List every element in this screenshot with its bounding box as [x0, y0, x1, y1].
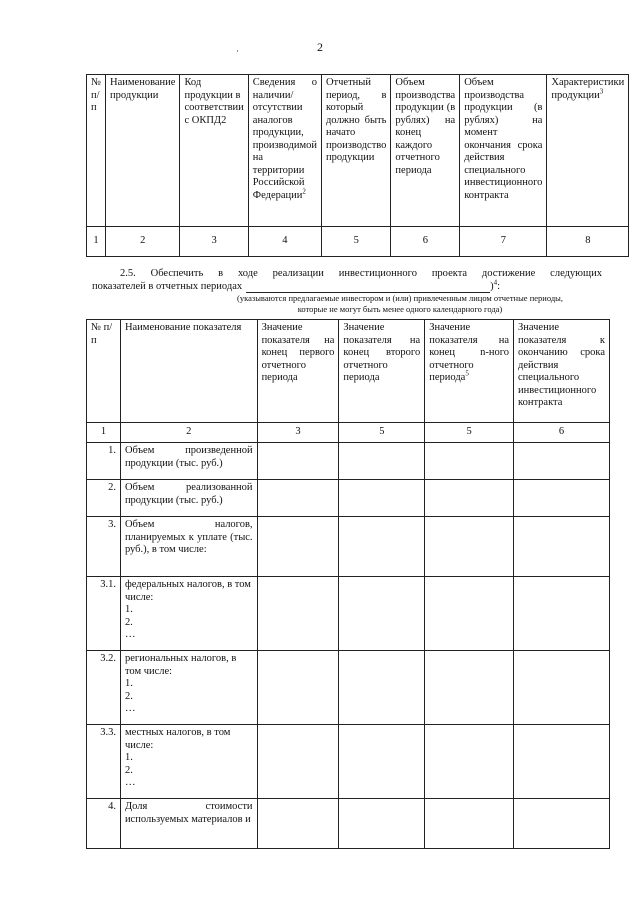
- t1-colnum: 6: [391, 227, 460, 257]
- t1-header-period: Отчетный период, в который должно быть начато производство продукции: [321, 75, 390, 227]
- t1-colnum: 4: [248, 227, 321, 257]
- list-item: …: [124, 703, 136, 714]
- t1-header-num: № п/п: [87, 75, 106, 227]
- row-name: Доля стоимости используемых материалов и: [120, 799, 257, 849]
- value-cell: [514, 577, 610, 651]
- value-cell: [257, 443, 339, 480]
- value-cell: [339, 651, 425, 725]
- section-note: (указываются предлагаемые инвестором и (или) привлеченным лицом отчетные периоды, которые не могут быть менее одного календарного года): [237, 293, 563, 314]
- t1-header-code: Код продукции в соответствии с ОКПД2: [180, 75, 248, 227]
- list-item: 1.: [124, 678, 133, 689]
- t1-colnum: 1: [87, 227, 106, 257]
- t1-header-characteristics: Характеристики продукции$^3$: [547, 75, 629, 227]
- period-blank-field: [246, 282, 490, 293]
- value-cell: [425, 443, 514, 480]
- section-text-line1: 2.5. Обеспечить в ходе реализации инвестиционного проекта достижение следующих: [120, 268, 602, 279]
- t1-colnum: 3: [180, 227, 248, 257]
- value-cell: [514, 799, 610, 849]
- value-cell: [257, 651, 339, 725]
- t2-header-num: № п/п: [87, 320, 121, 423]
- table-row: [87, 443, 610, 480]
- value-cell: [514, 480, 610, 517]
- value-cell: [257, 799, 339, 849]
- t2-colnum: 3: [257, 423, 339, 443]
- row-name: Объем произведенной продукции (тыс. руб.): [120, 443, 257, 480]
- section-2-5: [92, 267, 602, 293]
- value-cell: [257, 577, 339, 651]
- value-cell: [425, 480, 514, 517]
- row-name: федеральных налогов, в том числе: 1. 2. …: [120, 577, 257, 651]
- t2-header-first: Значение показателя на конец первого отчетного периода: [257, 320, 339, 423]
- list-item: 1.: [124, 604, 133, 615]
- value-cell: [514, 517, 610, 577]
- value-cell: [514, 443, 610, 480]
- row-name: региональных налогов, в том числе: 1. 2. …: [120, 651, 257, 725]
- t1-header-name: Наименование продукции: [106, 75, 180, 227]
- value-cell: [339, 799, 425, 849]
- t2-header-nth: Значение показателя на конец n-ного отчетного периода$^5$: [425, 320, 514, 423]
- value-cell: [257, 517, 339, 577]
- t1-colnum: 5: [321, 227, 390, 257]
- value-cell: [339, 517, 425, 577]
- row-num: 3.3.: [87, 725, 121, 799]
- value-cell: [339, 577, 425, 651]
- row-num: 3.2.: [87, 651, 121, 725]
- t2-colnum: 5: [425, 423, 514, 443]
- value-cell: [425, 651, 514, 725]
- table-row: [87, 651, 610, 725]
- t2-colnum: 6: [514, 423, 610, 443]
- row-num: 1.: [87, 443, 121, 480]
- t2-header-contract-end: Значение показателя к окончанию срока действия специального инвестиционного контракта: [514, 320, 610, 423]
- t2-header-second: Значение показателя на конец второго отчетного периода: [339, 320, 425, 423]
- t2-colnum: 1: [87, 423, 121, 443]
- value-cell: [339, 725, 425, 799]
- section-text-line2: показателей в отчетных периодах )$^4$:: [92, 278, 501, 292]
- row-name: местных налогов, в том числе: 1. 2. …: [120, 725, 257, 799]
- page-number: 2: [317, 40, 323, 54]
- value-cell: [257, 480, 339, 517]
- t1-header-volume-contract: Объем производства продукции (в рублях) на момент окончания срока действия специального инвестиционного контракта: [460, 75, 547, 227]
- indicators-table: [86, 319, 610, 849]
- row-name: Объем реализованной продукции (тыс. руб.): [120, 480, 257, 517]
- value-cell: [339, 480, 425, 517]
- table-row: [87, 480, 610, 517]
- value-cell: [425, 577, 514, 651]
- products-table: [86, 74, 629, 257]
- t1-colnum: 2: [106, 227, 180, 257]
- t1-header-volume-period: Объем производства продукции (в рублях) на конец каждого отчетного периода: [391, 75, 460, 227]
- t2-colnum: 5: [339, 423, 425, 443]
- list-item: 2.: [124, 764, 133, 776]
- list-item: 2.: [124, 690, 133, 702]
- row-num: 3.1.: [87, 577, 121, 651]
- row-num: 4.: [87, 799, 121, 849]
- t1-colnum: 7: [460, 227, 547, 257]
- value-cell: [514, 651, 610, 725]
- value-cell: [339, 443, 425, 480]
- table-row: [87, 577, 610, 651]
- t1-header-analogs: Сведения о наличии/отсутствии аналогов продукции, производимой на территории Российской Федерации$^2$: [248, 75, 321, 227]
- t2-header-name: Наименование показателя: [120, 320, 257, 423]
- list-item: …: [124, 629, 136, 640]
- row-name: Объем налогов, планируемых к уплате (тыс. руб.), в том числе:: [120, 517, 257, 577]
- row-num: 2.: [87, 480, 121, 517]
- scan-dot: ·: [236, 46, 239, 56]
- row-num: 3.: [87, 517, 121, 577]
- list-item: 1.: [124, 752, 133, 763]
- table-row: [87, 725, 610, 799]
- table-row: [87, 799, 610, 849]
- t2-colnum: 2: [120, 423, 257, 443]
- value-cell: [425, 517, 514, 577]
- t1-colnum: 8: [547, 227, 629, 257]
- table-row: [87, 517, 610, 577]
- list-item: …: [124, 777, 136, 788]
- value-cell: [425, 725, 514, 799]
- value-cell: [514, 725, 610, 799]
- list-item: 2.: [124, 616, 133, 628]
- value-cell: [425, 799, 514, 849]
- value-cell: [257, 725, 339, 799]
